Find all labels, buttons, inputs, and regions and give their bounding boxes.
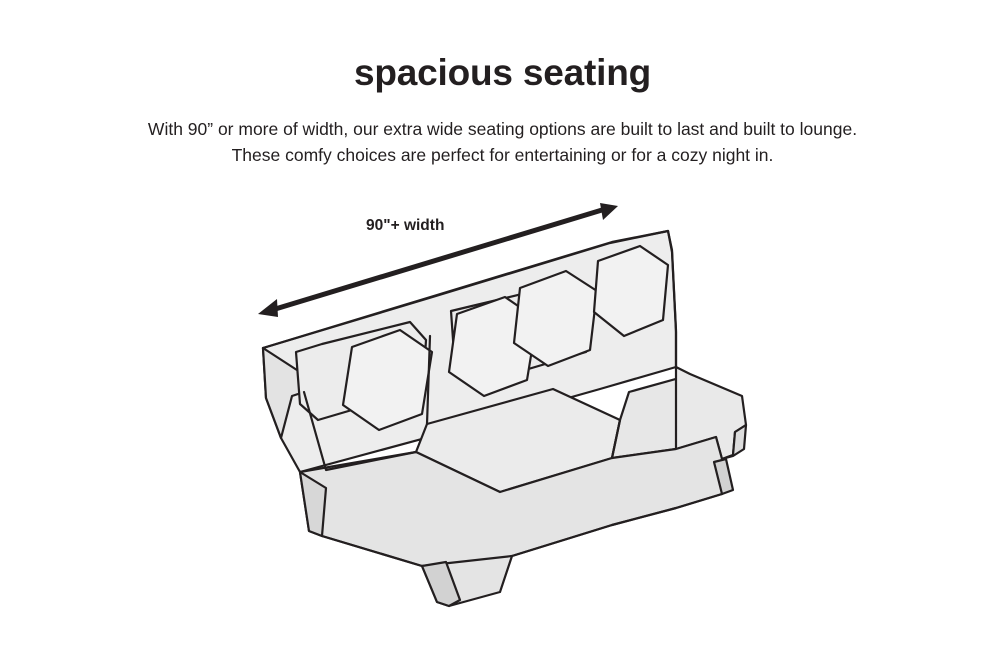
- description-line-1: With 90” or more of width, our extra wide seating options are built to last and built to lounge.: [147, 119, 858, 139]
- sofa-throw-pillow-3: [514, 271, 597, 366]
- sofa-throw-pillow-1: [343, 330, 432, 430]
- description-line-2: These comfy choices are perfect for entertaining or for a cozy night in.: [231, 145, 774, 165]
- page-title: spacious seating: [353, 52, 651, 93]
- dimension-label: 90"+ width: [366, 217, 445, 234]
